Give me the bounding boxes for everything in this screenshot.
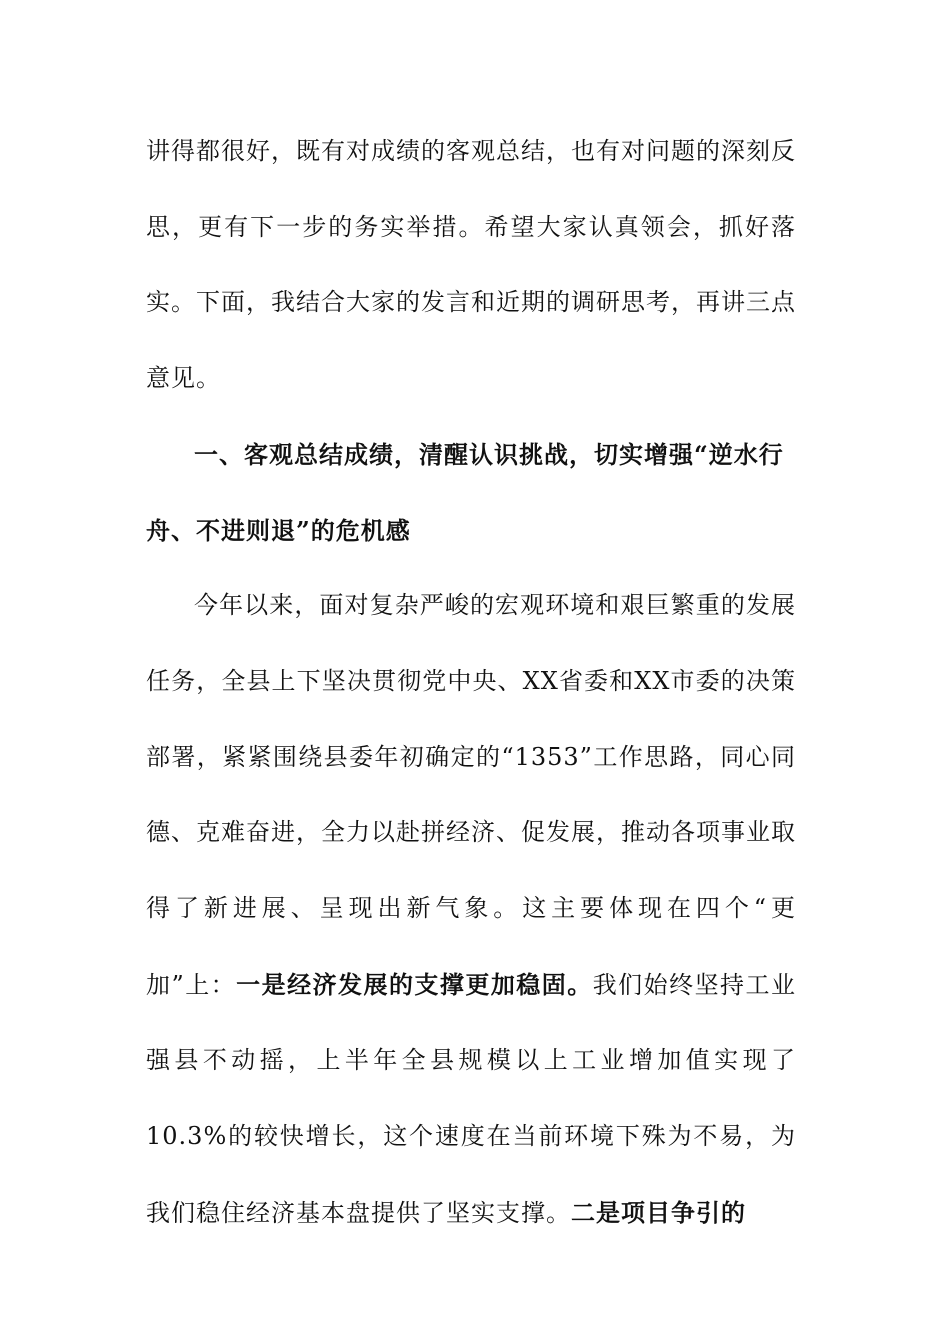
body-paragraph: [146, 568, 796, 1251]
paragraph-text: 讲得都很好，既有对成绩的客观总结，也有对问题的深刻反思，更有下一步的务实举措。希望大家认真领会，抓好落实。下面，我结合大家的发言和近期的调研思考，再讲三点意见。: [146, 137, 796, 393]
body-paragraph: [146, 114, 796, 417]
heading-text: 一、客观总结成绩，清醒认识挑战，切实增强“逆水行舟、不进则退”的危机感: [146, 439, 784, 545]
bold-key-point: 二是项目争引的: [571, 1197, 746, 1227]
paragraph-text: 我们始终坚持工业强县不动摇，上半年全县规模以上工业增加值实现了10.3%的较快增长，这个速度在当前环境下殊为不易，为我们稳住经济基本盘提供了坚实支撑。: [146, 970, 796, 1227]
bold-key-point: 一是经济发展的支撑更加稳固。: [236, 969, 593, 999]
document-body: [146, 114, 796, 1252]
paragraph-text: 今年以来，面对复杂严峻的宏观环境和艰巨繁重的发展任务，全县上下坚决贯彻党中央、XX省委和XX市委的决策部署，紧紧围绕县委年初确定的“1353”工作思路，同心同德、克难奋进，全力以赴拼经济、促发展，推动各项事业取得了新进展、呈现出新气象。这主要体现在四个“更加”上：: [146, 591, 796, 999]
section-heading: [146, 417, 796, 568]
